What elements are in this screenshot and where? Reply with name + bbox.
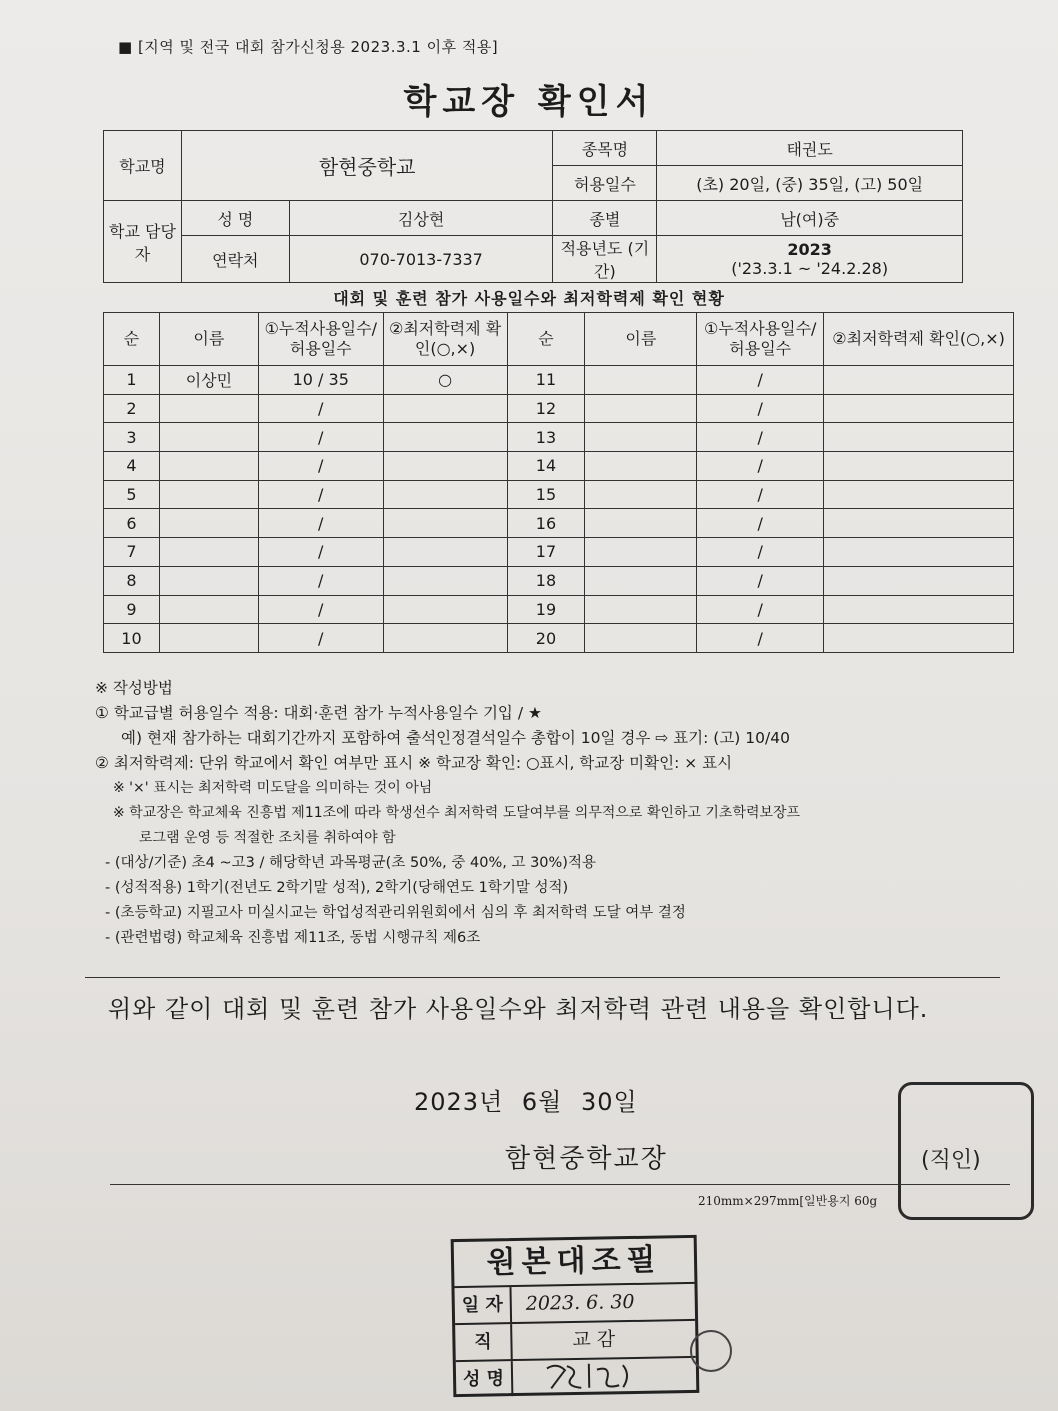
no-cell: 6	[104, 509, 160, 538]
instruction-note-1: ※ '×' 표시는 최저학력 미도달을 의미하는 것이 아님	[113, 780, 433, 796]
table-row	[104, 480, 1014, 509]
instruction-bullet-4: - (관련법령) 학교체육 진흥법 제11조, 동법 시행규칙 제6조	[105, 930, 481, 946]
stamp-position-row	[455, 1321, 696, 1362]
no-cell: 1	[104, 366, 160, 395]
days-cell: /	[258, 566, 383, 595]
days-cell: /	[258, 394, 383, 423]
divider	[85, 977, 1000, 978]
event-value: 태권도	[657, 131, 963, 166]
table-row	[104, 452, 1014, 481]
no-cell: 19	[507, 595, 585, 624]
year-cell	[657, 236, 963, 283]
no-cell: 4	[104, 452, 160, 481]
allowed-days-label: 허용일수	[553, 166, 657, 201]
name-cell	[585, 366, 697, 395]
name-cell	[159, 509, 258, 538]
personal-seal	[690, 1330, 732, 1372]
name-cell	[159, 423, 258, 452]
check-cell	[383, 452, 507, 481]
check-cell	[824, 480, 1014, 509]
stamp-date-value: 2023. 6. 30	[525, 1290, 635, 1315]
school-info-table	[103, 130, 963, 283]
check-cell	[824, 595, 1014, 624]
stamp-position-value: 교 감	[572, 1328, 616, 1352]
check-cell	[824, 509, 1014, 538]
name-cell	[585, 538, 697, 567]
check-cell	[824, 566, 1014, 595]
days-cell: /	[697, 452, 824, 481]
check-cell	[383, 595, 507, 624]
check-cell: ○	[383, 366, 507, 395]
stamp-date-row	[454, 1284, 695, 1325]
table-row	[104, 595, 1014, 624]
days-cell: /	[697, 538, 824, 567]
period-value: ('23.3.1 ~ '24.2.28)	[731, 259, 889, 278]
staff-label: 학교 담당자	[104, 201, 182, 283]
school-label: 학교명	[104, 131, 182, 201]
header-check: ②최저학력제 확인(○,×)	[383, 313, 507, 366]
name-cell	[585, 624, 697, 653]
instruction-bullet-2: - (성적적용) 1학기(전년도 2학기말 성적), 2학기(당해연도 1학기말 성적)	[105, 880, 569, 896]
check-cell	[824, 452, 1014, 481]
staff-name-label: 성 명	[181, 201, 289, 236]
no-cell: 16	[507, 509, 585, 538]
document-title: 학교장 확인서	[403, 82, 655, 122]
check-cell	[824, 366, 1014, 395]
name-cell	[159, 595, 258, 624]
check-cell	[383, 423, 507, 452]
year-label: 적용년도 (기간)	[553, 236, 657, 283]
check-cell	[824, 394, 1014, 423]
no-cell: 14	[507, 452, 585, 481]
header-days: ①누적사용일수/ 허용일수	[697, 313, 824, 366]
name-cell	[159, 566, 258, 595]
header-no: 순	[104, 313, 160, 366]
check-cell	[383, 509, 507, 538]
name-cell	[585, 423, 697, 452]
staff-name-value: 김상현	[289, 201, 553, 236]
official-seal	[898, 1082, 1034, 1220]
header-check: ②최저학력제 확인(○,×)	[824, 313, 1014, 366]
days-cell: /	[697, 509, 824, 538]
no-cell: 15	[507, 480, 585, 509]
name-cell	[159, 624, 258, 653]
instruction-note-2b: 로그램 운영 등 적절한 조치를 취하여야 함	[139, 830, 396, 846]
name-cell	[159, 452, 258, 481]
days-cell: /	[258, 452, 383, 481]
name-cell	[585, 480, 697, 509]
name-cell	[585, 566, 697, 595]
table-row	[104, 566, 1014, 595]
category-value: 남(여)중	[657, 201, 963, 236]
header-name: 이름	[159, 313, 258, 366]
certified-copy-stamp	[451, 1235, 700, 1397]
days-cell: /	[258, 480, 383, 509]
check-cell	[824, 423, 1014, 452]
header-name: 이름	[585, 313, 697, 366]
stamp-title: 원본대조필	[454, 1238, 695, 1288]
name-cell: 이상민	[159, 366, 258, 395]
no-cell: 11	[507, 366, 585, 395]
days-cell: /	[697, 566, 824, 595]
no-cell: 13	[507, 423, 585, 452]
table-row	[104, 394, 1014, 423]
no-cell: 9	[104, 595, 160, 624]
instructions-heading: ※ 작성방법	[95, 679, 173, 697]
signature	[513, 1358, 697, 1396]
participation-table	[103, 312, 1014, 653]
seal-text: (직인)	[921, 1148, 981, 1173]
signature-scribble	[527, 1358, 678, 1393]
confirmation-text: 위와 같이 대회 및 훈련 참가 사용일수와 최저학력 관련 내용을 확인합니다.	[108, 995, 929, 1023]
name-cell	[159, 480, 258, 509]
principal-title: 함현중학교장	[505, 1144, 668, 1174]
no-cell: 3	[104, 423, 160, 452]
table-row	[104, 538, 1014, 567]
allowed-days-value: (초) 20일, (중) 35일, (고) 50일	[657, 166, 963, 201]
paper-spec: 210mm×297mm[일반용지 60g	[698, 1194, 878, 1208]
check-cell	[383, 480, 507, 509]
days-cell: 10 / 35	[258, 366, 383, 395]
category-label: 종별	[553, 201, 657, 236]
table-row	[104, 423, 1014, 452]
stamp-name-row	[456, 1358, 697, 1397]
no-cell: 10	[104, 624, 160, 653]
contact-label: 연락처	[181, 236, 289, 283]
stamp-date-label: 일 자	[454, 1287, 512, 1323]
no-cell: 17	[507, 538, 585, 567]
school-name: 함현중학교	[181, 131, 553, 201]
check-cell	[383, 538, 507, 567]
no-cell: 2	[104, 394, 160, 423]
stamp-position-label: 직	[455, 1324, 513, 1360]
name-cell	[585, 509, 697, 538]
days-cell: /	[258, 509, 383, 538]
days-cell: /	[258, 538, 383, 567]
no-cell: 18	[507, 566, 585, 595]
no-cell: 5	[104, 480, 160, 509]
instruction-bullet-3: - (초등학교) 지필고사 미실시교는 학업성적관리위원회에서 심의 후 최저학력 도달 여부 결정	[105, 905, 686, 921]
check-cell	[383, 624, 507, 653]
name-cell	[159, 394, 258, 423]
days-cell: /	[697, 624, 824, 653]
instruction-item-1: ① 학교급별 허용일수 적용: 대회·훈련 참가 누적사용일수 기입 / ★	[95, 704, 542, 722]
instruction-bullet-1: - (대상/기준) 초4 ~고3 / 해당학년 과목평균(초 50%, 중 40%, 고 30%)적용	[105, 855, 596, 871]
event-label: 종목명	[553, 131, 657, 166]
status-title: 대회 및 훈련 참가 사용일수와 최저학력제 확인 현황	[333, 289, 725, 308]
instruction-note-2: ※ 학교장은 학교체육 진흥법 제11조에 따라 학생선수 최저학력 도달여부를 의무적으로 확인하고 기초학력보장프	[113, 805, 801, 821]
table-row	[104, 509, 1014, 538]
header-days: ①누적사용일수/ 허용일수	[258, 313, 383, 366]
check-cell	[383, 566, 507, 595]
divider	[110, 1184, 1010, 1185]
days-cell: /	[258, 624, 383, 653]
no-cell: 7	[104, 538, 160, 567]
instruction-example: 예) 현재 참가하는 대회기간까지 포함하여 출석인정결석일수 총합이 10일 경우 ⇨ 표기: (고) 10/40	[121, 729, 790, 747]
table-row	[104, 624, 1014, 653]
no-cell: 8	[104, 566, 160, 595]
check-cell	[383, 394, 507, 423]
no-cell: 12	[507, 394, 585, 423]
name-cell	[585, 452, 697, 481]
header-no: 순	[507, 313, 585, 366]
days-cell: /	[697, 366, 824, 395]
contact-value: 070-7013-7337	[289, 236, 553, 283]
days-cell: /	[697, 394, 824, 423]
stamp-name-label: 성 명	[456, 1361, 514, 1397]
form-usage-note: ■ [지역 및 전국 대회 참가신청용 2023.3.1 이후 적용]	[118, 38, 499, 56]
name-cell	[159, 538, 258, 567]
name-cell	[585, 394, 697, 423]
table-row	[104, 366, 1014, 395]
days-cell: /	[697, 595, 824, 624]
days-cell: /	[697, 423, 824, 452]
check-cell	[824, 538, 1014, 567]
check-cell	[824, 624, 1014, 653]
days-cell: /	[697, 480, 824, 509]
no-cell: 20	[507, 624, 585, 653]
days-cell: /	[258, 423, 383, 452]
instructions	[95, 676, 1015, 951]
instruction-item-2: ② 최저학력제: 단위 학교에서 확인 여부만 표시 ※ 학교장 확인: ○표시, 학교장 미확인: × 표시	[95, 754, 733, 772]
days-cell: /	[258, 595, 383, 624]
issue-date: 2023년 6월 30일	[414, 1088, 638, 1116]
name-cell	[585, 595, 697, 624]
year-value: 2023	[787, 240, 832, 259]
